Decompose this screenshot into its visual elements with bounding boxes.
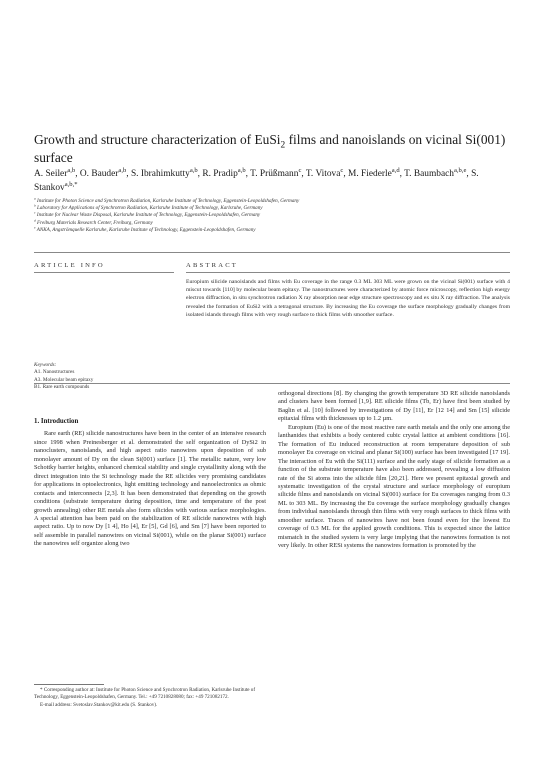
article-info-rule	[34, 272, 174, 273]
affiliation-text: ANKA, Angströmquelle Karlsruhe, Karlsruhe Institute of Technology, Eggenstein-Leopoldshafen, Germany	[35, 226, 256, 233]
author-list	[34, 168, 514, 195]
author-affiliation-mark: a,b	[67, 166, 76, 174]
abstract-text: Europium silicide nanoislands and films with Eu coverage in the range 0.3 ML 303 ML were grown on the vicinal Si(001) surface with 4 miscut towards [110] by molecular beam epitaxy. The nanostructures were characterized by atomic force microscopy, reflection high energy electron diffraction, in situ synchrotron radiation X ray absorption near edge structure spectroscopy and ex situ X ray diffraction. The analysis revealed the formation of EuSi2 with a tetragonal structure. By increasing the Eu coverage the surface morphology gradually changes from isolated islands through films with very rough surface to thick films with smoother surface.	[186, 279, 510, 318]
left-paragraphs	[34, 430, 266, 548]
author-affiliation-mark: a,b,e	[453, 166, 467, 174]
abstract-rule	[186, 272, 510, 273]
author-separator: ,	[466, 169, 472, 179]
author-affiliation-mark: a,b	[189, 166, 198, 174]
author-separator: ,	[126, 169, 131, 179]
affiliation-text: Institute for Photon Science and Synchrotron Radiation, Karlsruhe Institute of Technology, Eggenstein-Leopoldshafen, Germany	[35, 198, 300, 204]
right-paragraphs	[278, 390, 510, 551]
affiliation-list	[34, 198, 514, 234]
affiliation-item	[34, 227, 514, 234]
header-divider	[34, 252, 510, 253]
keyword-item: B1. Rare earth compounds	[34, 383, 90, 390]
title-text-main: Growth and structure characterization of EuSi	[34, 132, 281, 147]
affiliation-text: Institute for Nuclear Waste Disposal, Karlsruhe Institute of Technology, Eggenstein-Leopoldshafen, Germany	[35, 212, 261, 219]
article-title	[34, 131, 514, 167]
affiliation-mark: a	[34, 196, 36, 201]
author-affiliation-mark: a,b	[237, 166, 246, 174]
author-name: R. Pradip	[202, 169, 238, 179]
body-paragraph: orthogonal directions [8]. By changing the growth temperature 3D RE silicide nanoislands and clusters have been formed [1,9]. RE silicide films (Tb, Er) have first been studied by Baglin et al. [10] followed by investigations of Dy [11], Er [12 14] and Sm [15] silicide epitaxial films with thicknesses up to 1.2 µm.	[278, 390, 510, 423]
body-paragraph: Rare earth (RE) silicide nanostructures have been in the center of an intensive research since 1998 when Preinesberger et al. demonstrated the self organization of DySi2 in nanoclusters, nanoislands, and high aspect ratio nanowires upon deposition of sub monolayer amount of Dy on the clean Si(001) surface [1]. The metallic nature, very low Schottky barrier heights, enhanced chemical stability and single crystallinity along with the direct integration into the Si technology made the RE silicides very promising candidates for applications in optoelectronics, light emitting technology and nanoelectronics as ohmic contacts and interconnects [2,3]. It has been demonstrated that depending on the growth conditions (substrate temperature during deposition, time and temperature of the post growth annealing) other RE metals also form silicides with various surface morphologies. A special attention has been paid on the stabilization of RE silicide nanowires with high aspect ratio. Up to now Dy [1 4], Ho [4], Er [5], Gd [6], and Sm [7] have been reported to self assemble in parallel nanowires on vicinal Si(001), while on the planar Si(001) surface the nanowires self organize along two	[34, 430, 266, 548]
keyword-item: A3. Molecular beam epitaxy	[34, 376, 94, 383]
author-name: T. Vitova	[305, 169, 341, 179]
section-heading-introduction: 1. Introduction	[34, 418, 79, 425]
affiliation-mark: b	[34, 203, 36, 208]
body-column-right	[278, 390, 510, 551]
abstract-heading: ABSTRACT	[186, 262, 239, 269]
author-name: O. Bauder	[79, 169, 119, 179]
author-name: M. Fiederle	[348, 169, 392, 179]
article-info-heading: ARTICLE INFO	[34, 262, 105, 269]
author-name: A. Seiler	[34, 169, 68, 179]
author-affiliation-mark: c	[298, 166, 302, 174]
author-separator: ,	[343, 169, 348, 179]
author-separator: ,	[75, 169, 80, 179]
author-separator: ,	[197, 169, 203, 179]
author-name: T. Baumbach	[404, 169, 454, 179]
author-name: T. Prüßmann	[250, 169, 299, 179]
footnote-line: E-mail address: Svetoslav.Stankov@kit.edu (S. Stankov).	[40, 701, 158, 708]
footnote-rule	[34, 684, 104, 685]
author-separator: ,	[301, 169, 306, 179]
author-name: S. Ibrahimkutty	[130, 169, 190, 179]
keywords-list	[34, 369, 174, 391]
affiliation-mark: e	[34, 225, 36, 230]
affiliation-mark: c	[34, 210, 36, 215]
body-divider	[34, 383, 510, 384]
affiliation-text: Freiburg Materials Research Center, Freiburg, Germany	[35, 219, 153, 226]
footnote	[34, 687, 266, 709]
author-affiliation-mark: a,d	[391, 166, 400, 174]
author-affiliation-mark: a,b,*	[64, 180, 78, 188]
footnote-line: * Corresponding author at: Institute for Photon Science and Synchrotron Radiation, Karlsruhe Institute of Technology, Eggenstein-Leopoldshafen, Germany. Tel.: +49 7210828080; fax: +49 721082172.	[34, 687, 256, 701]
affiliation-item	[34, 212, 514, 219]
affiliation-text: Laboratory for Applications of Synchrotron Radiation, Karlsruhe Institute of Technology, Karlsruhe, Germany	[35, 205, 263, 212]
keyword-item: A1. Nanostructures	[34, 369, 75, 376]
author-separator: ,	[399, 169, 405, 179]
keywords-block	[34, 362, 174, 391]
affiliation-mark: d	[34, 217, 36, 222]
author-affiliation-mark: a,b	[118, 166, 127, 174]
author-name: S. Stankov	[34, 169, 479, 193]
author-separator: ,	[245, 169, 251, 179]
keywords-heading: Keywords:	[34, 362, 57, 368]
title-subscript: 2	[280, 140, 286, 151]
body-column-left	[34, 418, 266, 549]
body-paragraph: Europium (Eu) is one of the most reactive rare earth metals and the only one among the lanthanides that exhibits a body centered cubic crystal lattice at ambient conditions [16]. The formation of Eu induced reconstruction at room temperature deposition of sub monolayer Eu coverage on vicinal and planar Si(100) surface has been investigated [17 19]. The interaction of Eu with the Si(111) surface and the early stage of silicide formation as a function of the substrate temperature have also been addressed, revealing a low diffusion rate of the Si atoms into the silicide film [20,21]. Here we present epitaxial growth and systematic investigation of the crystal structure and surface morphology of europium silicide films and nanoislands on vicinal Si(001) surface for Eu coverages ranging from 0.3 ML to 303 ML. By increasing the Eu coverage the surface morphology gradually changes from individual nanoislands through thin films with very rough surfaces to thick films with smoother surface. Traces of nanowires have not been found even for the lowest Eu coverage of 0.3 ML for the applied growth conditions. This is expected since the lattice mismatch in the studied system is very large implying that the nanowires formation is not very likely. In other RESi systems the nanowires formation is promoted by the	[278, 423, 510, 550]
title-text-rest: films and nanoislands on vicinal Si(001) surface	[34, 132, 506, 165]
author-affiliation-mark: c	[340, 166, 344, 174]
